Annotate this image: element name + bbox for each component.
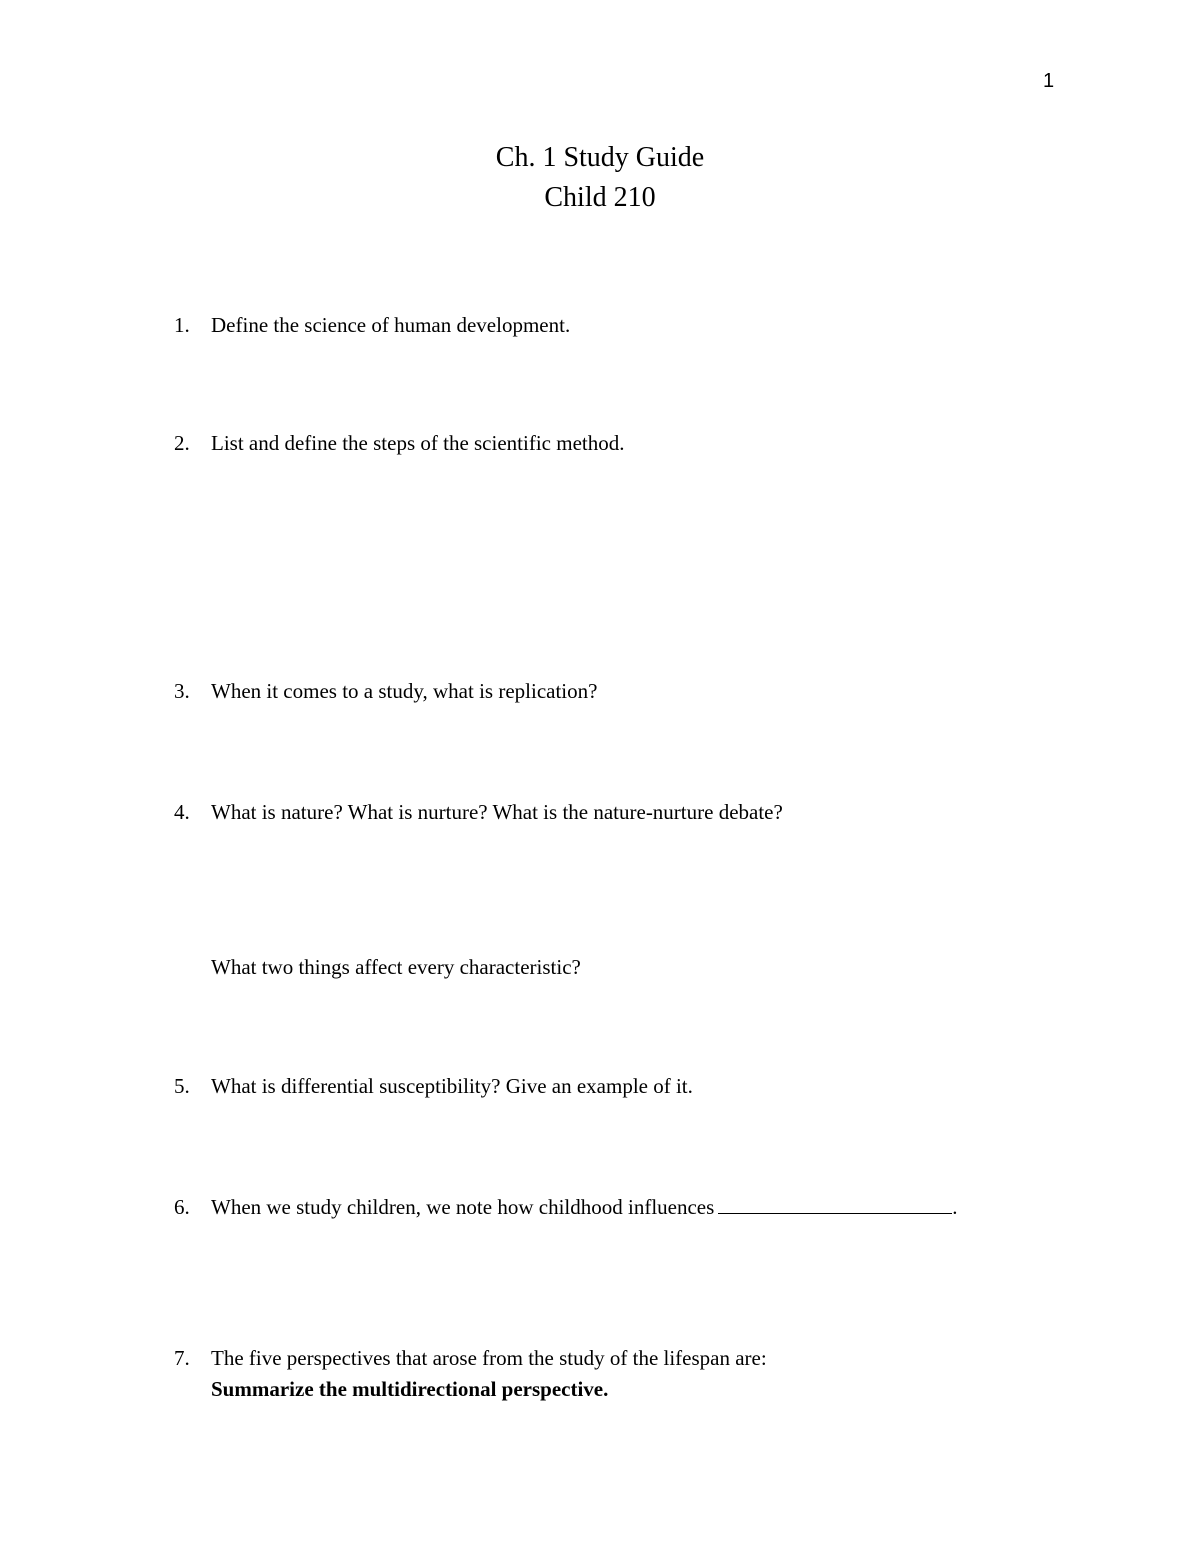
- question-3: [174, 676, 597, 706]
- question-text: When it comes to a study, what is replication?: [211, 679, 598, 703]
- question-5: [174, 1071, 693, 1101]
- question-number: 1.: [174, 313, 190, 337]
- question-number: 5.: [174, 1074, 190, 1098]
- question-text: Define the science of human development.: [211, 313, 571, 337]
- question-text: What is differential susceptibility? Give an example of it.: [211, 1074, 693, 1098]
- page-number: 1: [1043, 70, 1055, 92]
- question-4: [174, 797, 783, 827]
- question-text: List and define the steps of the scientific method.: [211, 431, 625, 455]
- question-text: The five perspectives that arose from the study of the lifespan are:: [211, 1346, 767, 1370]
- question-suffix: .: [952, 1195, 958, 1219]
- question-number: 2.: [174, 431, 190, 455]
- question-4-followup: What two things affect every characteristic?: [211, 955, 581, 979]
- question-6: [174, 1192, 958, 1222]
- question-number: 6.: [174, 1195, 190, 1219]
- course-name: Child 210: [544, 182, 656, 213]
- question-1: [174, 310, 570, 340]
- question-number: 7.: [174, 1346, 190, 1370]
- question-7-followup: Summarize the multidirectional perspective.: [211, 1377, 609, 1401]
- question-2: [174, 428, 624, 458]
- question-number: 3.: [174, 679, 190, 703]
- document-title: Ch. 1 Study Guide: [495, 142, 705, 173]
- answer-blank: [718, 1195, 952, 1214]
- question-text: When we study children, we note how childhood influences: [211, 1195, 715, 1219]
- question-number: 4.: [174, 800, 190, 824]
- question-7: [174, 1343, 767, 1373]
- question-text: What is nature? What is nurture? What is the nature-nurture debate?: [211, 800, 783, 824]
